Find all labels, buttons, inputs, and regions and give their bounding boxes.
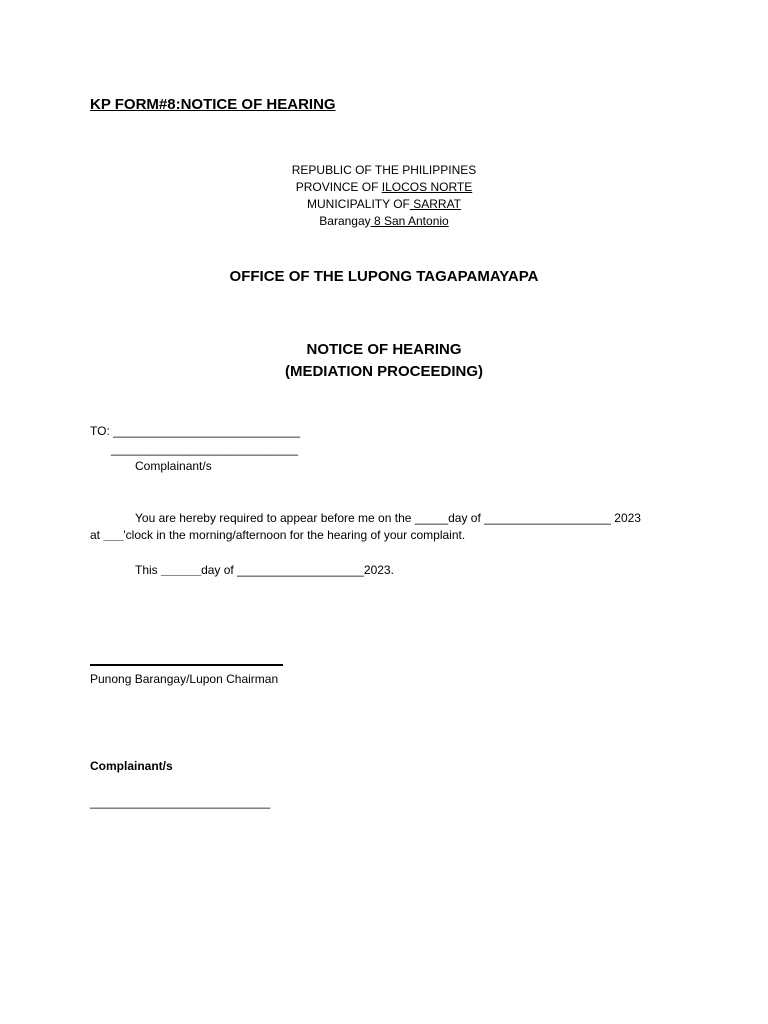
to-blank-1: ____________________________: [113, 424, 300, 438]
province-prefix: PROVINCE OF: [295, 180, 382, 194]
to-line: [90, 423, 300, 439]
header-municipality: [0, 196, 768, 212]
this-day-line: [135, 562, 394, 578]
complainant-heading: Complainant/s: [90, 759, 173, 773]
barangay-prefix: Barangay: [319, 214, 371, 228]
header-province: [0, 179, 768, 195]
signature-line: [90, 664, 283, 666]
header-barangay: [0, 213, 768, 229]
body-line-2-suffix: 'clock in the morning/afternoon for the hearing of your complaint.: [123, 528, 466, 542]
form-title: KP FORM#8:NOTICE OF HEARING: [90, 96, 336, 113]
signatory-label: Punong Barangay/Lupon Chairman: [90, 672, 279, 686]
to-blank-2: ____________________________: [111, 442, 298, 456]
office-heading: OFFICE OF THE LUPONG TAGAPAMAYAPA: [229, 268, 539, 285]
to-label: TO:: [90, 424, 114, 438]
header-republic: REPUBLIC OF THE PHILIPPINES: [291, 163, 477, 177]
body-line-1: You are hereby required to appear before me on the _____day of ___________________ 2023: [135, 511, 641, 525]
this-blank: ______: [161, 563, 202, 577]
complainant-label: Complainant/s: [135, 459, 212, 473]
notice-subtitle: (MEDIATION PROCEEDING): [284, 363, 484, 380]
municipality-prefix: MUNICIPALITY OF: [306, 197, 410, 211]
province-name: ILOCOS NORTE: [381, 180, 473, 194]
body-line-2-blank: ___: [103, 528, 124, 542]
notice-title: NOTICE OF HEARING: [306, 341, 462, 358]
municipality-name: SARRAT: [409, 197, 462, 211]
body-line-2: [90, 527, 465, 543]
barangay-name: 8 San Antonio: [370, 214, 449, 228]
complainant-sign-line: ___________________________: [90, 795, 271, 809]
this-suffix: day of ___________________2023.: [201, 563, 394, 577]
this-prefix: This: [135, 563, 162, 577]
body-line-2-prefix: at: [90, 528, 104, 542]
